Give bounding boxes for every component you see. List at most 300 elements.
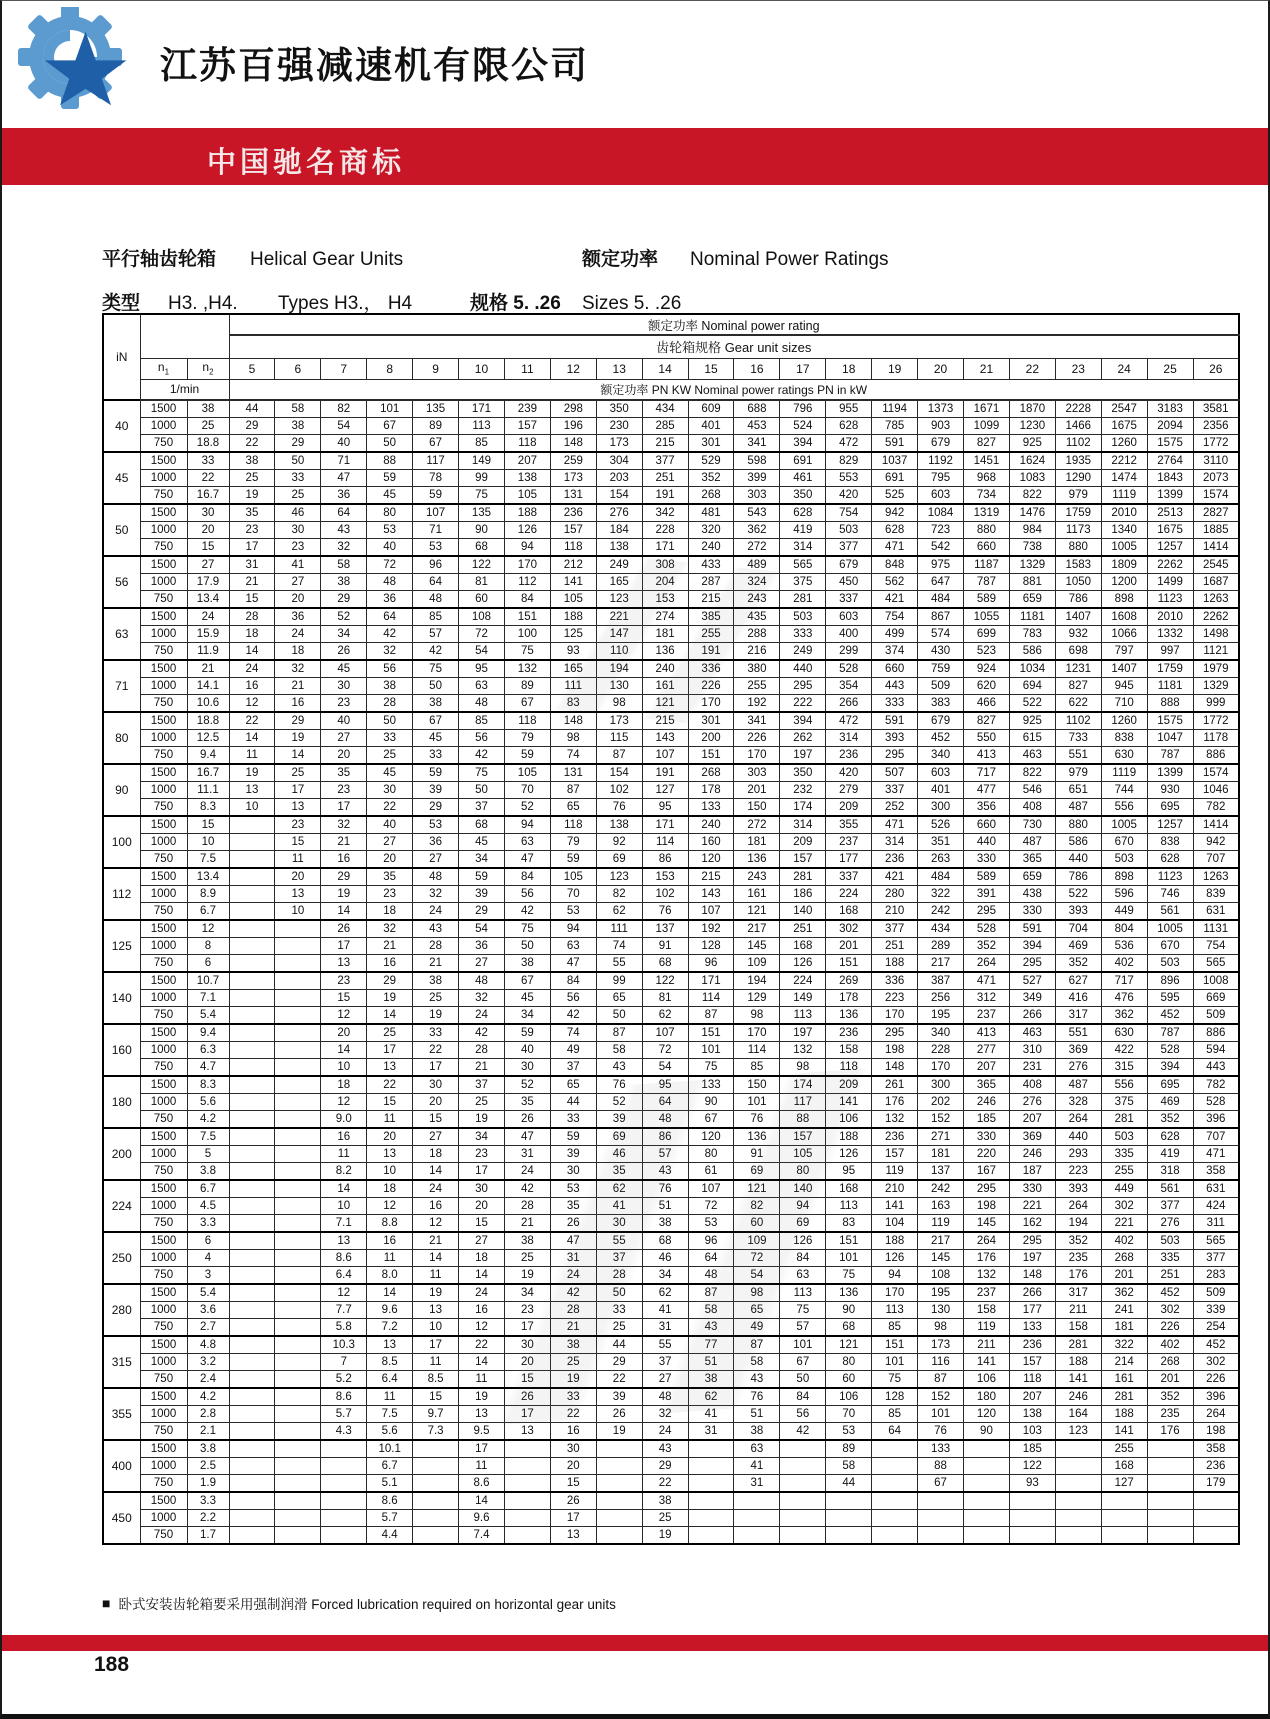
power-rating-cell: 36: [367, 591, 413, 609]
power-rating-cell: 394: [780, 435, 826, 453]
n1-speed-cell: 750: [140, 1527, 187, 1545]
power-rating-cell: 503: [780, 608, 826, 626]
power-rating-cell: 63: [504, 834, 550, 851]
size-column-header: 16: [734, 358, 780, 379]
power-rating-cell: 283: [1193, 1267, 1239, 1285]
power-rating-cell: 551: [1055, 747, 1101, 765]
power-rating-cell: 340: [918, 747, 964, 765]
power-rating-cell: 121: [826, 1336, 872, 1354]
power-rating-cell: 141: [872, 1198, 918, 1215]
power-rating-cell: 67: [504, 972, 550, 990]
power-rating-cell: 157: [1009, 1354, 1055, 1371]
power-rating-cell: 98: [734, 1007, 780, 1025]
n1-speed-cell: 1500: [140, 504, 187, 522]
power-rating-cell: 295: [780, 678, 826, 695]
power-rating-cell: [275, 1371, 321, 1389]
power-rating-cell: 236: [1193, 1458, 1239, 1475]
power-rating-cell: 107: [688, 1180, 734, 1198]
power-rating-cell: 118: [550, 816, 596, 834]
n2-speed-cell: 7.5: [187, 851, 229, 869]
n2-speed-cell: 18.8: [187, 712, 229, 730]
n1-speed-cell: 750: [140, 1475, 187, 1493]
power-rating-cell: 84: [550, 972, 596, 990]
power-rating-cell: 276: [1009, 1094, 1055, 1111]
power-rating-cell: 125: [550, 626, 596, 643]
power-rating-cell: 34: [459, 851, 505, 869]
power-rating-cell: 191: [642, 487, 688, 505]
power-rating-cell: 695: [1147, 1076, 1193, 1094]
power-rating-cell: 54: [642, 1059, 688, 1077]
power-rating-cell: 236: [872, 851, 918, 869]
power-rating-cell: 38: [367, 678, 413, 695]
power-rating-cell: 87: [734, 1336, 780, 1354]
power-rating-cell: 303: [734, 764, 780, 782]
power-rating-cell: 136: [826, 1007, 872, 1025]
power-rating-cell: 354: [826, 678, 872, 695]
power-rating-cell: 266: [1009, 1284, 1055, 1302]
power-rating-cell: 92: [596, 834, 642, 851]
n1-speed-cell: 1000: [140, 1042, 187, 1059]
power-rating-cell: 28: [550, 1302, 596, 1319]
power-rating-cell: 117: [413, 452, 459, 470]
power-rating-cell: 276: [1055, 1059, 1101, 1077]
power-rating-cell: 220: [964, 1146, 1010, 1163]
n1-speed-cell: 750: [140, 539, 187, 557]
power-rating-cell: 17: [229, 539, 275, 557]
power-rating-cell: 509: [918, 678, 964, 695]
power-rating-cell: 1257: [1147, 816, 1193, 834]
power-rating-cell: 195: [918, 1007, 964, 1025]
size-column-header: 17: [780, 358, 826, 379]
table-header-row-units: [103, 379, 1239, 400]
power-rating-cell: 333: [872, 695, 918, 713]
power-rating-cell: 40: [504, 1042, 550, 1059]
power-rating-cell: 377: [826, 539, 872, 557]
power-rating-cell: 688: [734, 400, 780, 418]
power-rating-cell: 82: [596, 886, 642, 903]
power-rating-cell: 651: [1055, 782, 1101, 799]
power-rating-cell: 243: [734, 591, 780, 609]
table-row: [103, 730, 1239, 747]
power-rating-cell: 358: [1193, 1440, 1239, 1458]
power-rating-cell: 553: [826, 470, 872, 487]
power-rating-cell: 148: [872, 1059, 918, 1077]
power-rating-cell: 694: [1009, 678, 1055, 695]
power-rating-cell: 127: [642, 782, 688, 799]
power-rating-cell: 472: [826, 712, 872, 730]
power-rating-cell: 955: [826, 400, 872, 418]
power-rating-cell: 35: [321, 764, 367, 782]
power-rating-cell: [275, 1458, 321, 1475]
power-rating-cell: 67: [367, 418, 413, 435]
power-rating-cell: 157: [780, 851, 826, 869]
power-rating-cell: 385: [688, 608, 734, 626]
power-rating-cell: 240: [642, 660, 688, 678]
table-row: [103, 712, 1239, 730]
power-rating-cell: 70: [826, 1406, 872, 1423]
power-rating-cell: 27: [459, 1232, 505, 1250]
power-rating-cell: 394: [1009, 938, 1055, 955]
power-rating-cell: 746: [1147, 886, 1193, 903]
power-rating-cell: 289: [918, 938, 964, 955]
power-rating-cell: 1260: [1101, 712, 1147, 730]
power-rating-cell: 7: [321, 1354, 367, 1371]
power-rating-cell: 95: [642, 799, 688, 817]
power-rating-cell: 14: [367, 1284, 413, 1302]
power-rating-cell: 647: [918, 574, 964, 591]
power-rating-cell: 32: [321, 539, 367, 557]
power-rating-cell: 119: [964, 1319, 1010, 1337]
n1-speed-cell: 750: [140, 487, 187, 505]
power-rating-cell: 54: [459, 920, 505, 938]
power-rating-cell: 198: [964, 1198, 1010, 1215]
n2-speed-cell: 16.7: [187, 487, 229, 505]
power-rating-cell: 25: [596, 1319, 642, 1337]
power-rating-cell: [229, 1146, 275, 1163]
n1-speed-cell: 750: [140, 435, 187, 453]
power-rating-cell: 68: [459, 816, 505, 834]
power-rating-cell: 52: [321, 608, 367, 626]
ratio-value-cell: 90: [103, 764, 140, 816]
power-rating-cell: 11: [275, 851, 321, 869]
power-rating-cell: 132: [780, 1042, 826, 1059]
power-rating-cell: 30: [504, 1059, 550, 1077]
power-rating-cell: 25: [413, 990, 459, 1007]
power-rating-cell: 179: [1193, 1475, 1239, 1493]
n2-speed-cell: 8.9: [187, 886, 229, 903]
power-rating-cell: 419: [1147, 1146, 1193, 1163]
power-rating-cell: 41: [275, 556, 321, 574]
power-rating-cell: 107: [642, 747, 688, 765]
power-rating-cell: 242: [918, 1180, 964, 1198]
power-rating-cell: 12: [459, 1319, 505, 1337]
power-rating-cell: 98: [918, 1319, 964, 1337]
power-rating-cell: 176: [1147, 1423, 1193, 1441]
power-rating-cell: 11: [367, 1250, 413, 1267]
power-rating-cell: 84: [780, 1388, 826, 1406]
table-row: [103, 1475, 1239, 1493]
power-rating-cell: 528: [964, 920, 1010, 938]
n1-column-header: $n_1$: [140, 358, 187, 379]
power-rating-cell: 942: [872, 504, 918, 522]
power-rating-cell: 75: [504, 643, 550, 661]
power-rating-cell: 16: [229, 678, 275, 695]
ratio-value-cell: 50: [103, 504, 140, 556]
ratio-value-cell: 56: [103, 556, 140, 608]
power-rating-cell: 1498: [1193, 626, 1239, 643]
power-rating-cell: 151: [688, 1024, 734, 1042]
power-rating-cell: 30: [596, 1215, 642, 1233]
power-rating-cell: 87: [550, 782, 596, 799]
power-rating-cell: 435: [734, 608, 780, 626]
power-rating-cell: [964, 1492, 1010, 1510]
power-rating-cell: [596, 1440, 642, 1458]
power-rating-cell: 29: [642, 1458, 688, 1475]
table-row: [103, 1024, 1239, 1042]
power-rating-cell: [1055, 1440, 1101, 1458]
power-rating-cell: 64: [872, 1423, 918, 1441]
power-rating-cell: 401: [918, 782, 964, 799]
power-rating-cell: 738: [1009, 539, 1055, 557]
power-rating-cell: 35: [596, 1163, 642, 1181]
table-row: [103, 1354, 1239, 1371]
power-rating-cell: 19: [596, 1423, 642, 1441]
n2-speed-cell: 13.4: [187, 591, 229, 609]
n2-speed-cell: 1.9: [187, 1475, 229, 1493]
power-rating-cell: 17: [367, 1042, 413, 1059]
power-rating-cell: 1687: [1193, 574, 1239, 591]
power-rating-cell: 609: [688, 400, 734, 418]
power-rating-cell: 1263: [1193, 591, 1239, 609]
power-rating-cell: 1290: [1055, 470, 1101, 487]
power-rating-cell: 29: [275, 712, 321, 730]
power-rating-cell: 53: [688, 1215, 734, 1233]
power-rating-cell: 691: [872, 470, 918, 487]
power-rating-cell: 68: [642, 1232, 688, 1250]
power-rating-cell: 251: [780, 920, 826, 938]
title-cn-helical: 平行轴齿轮箱: [102, 249, 217, 270]
power-rating-cell: 628: [1147, 1128, 1193, 1146]
table-row: [103, 972, 1239, 990]
power-rating-cell: 160: [688, 834, 734, 851]
power-rating-cell: 72: [642, 1042, 688, 1059]
power-rating-cell: 135: [413, 400, 459, 418]
power-rating-cell: 237: [964, 1284, 1010, 1302]
power-rating-cell: 101: [780, 1336, 826, 1354]
power-rating-cell: 226: [1193, 1371, 1239, 1389]
power-rating-cell: 114: [642, 834, 688, 851]
power-rating-cell: 925: [1009, 712, 1055, 730]
power-rating-cell: 5.7: [367, 1510, 413, 1527]
power-rating-cell: 591: [1009, 920, 1055, 938]
n2-speed-cell: 3: [187, 1267, 229, 1285]
power-rating-cell: 7.7: [321, 1302, 367, 1319]
power-rating-cell: 387: [918, 972, 964, 990]
power-rating-cell: [734, 1527, 780, 1545]
n2-speed-cell: 15.9: [187, 626, 229, 643]
power-rating-cell: 236: [550, 504, 596, 522]
power-rating-cell: 546: [1009, 782, 1055, 799]
power-rating-cell: 314: [780, 539, 826, 557]
power-rating-cell: 38: [413, 972, 459, 990]
power-rating-cell: [964, 1440, 1010, 1458]
power-rating-cell: 1055: [964, 608, 1010, 626]
n1-speed-cell: 750: [140, 747, 187, 765]
n2-speed-cell: 22: [187, 470, 229, 487]
power-rating-cell: 237: [826, 834, 872, 851]
n1-speed-cell: 1500: [140, 660, 187, 678]
power-rating-cell: 47: [550, 955, 596, 973]
power-rating-cell: 122: [642, 972, 688, 990]
power-rating-cell: 754: [826, 504, 872, 522]
power-rating-cell: 335: [1101, 1146, 1147, 1163]
power-rating-cell: 34: [504, 1007, 550, 1025]
power-rating-cell: 14: [229, 730, 275, 747]
power-rating-cell: 113: [780, 1007, 826, 1025]
power-rating-cell: 108: [918, 1267, 964, 1285]
power-rating-cell: 87: [596, 1024, 642, 1042]
power-rating-cell: 136: [826, 1284, 872, 1302]
power-rating-cell: 263: [918, 851, 964, 869]
ratio-value-cell: 80: [103, 712, 140, 764]
power-rating-cell: 20: [367, 851, 413, 869]
power-rating-cell: 542: [918, 539, 964, 557]
power-rating-cell: 19: [321, 886, 367, 903]
power-rating-cell: 20: [275, 591, 321, 609]
n1-speed-cell: 1000: [140, 1250, 187, 1267]
table-row: [103, 1458, 1239, 1475]
power-rating-cell: 1575: [1147, 712, 1193, 730]
power-rating-cell: 88: [918, 1458, 964, 1475]
power-rating-cell: 22: [367, 799, 413, 817]
power-rating-cell: 29: [413, 799, 459, 817]
n2-column-header: $n_2$: [187, 358, 229, 379]
power-rating-cell: 314: [826, 730, 872, 747]
power-rating-cell: 476: [1101, 990, 1147, 1007]
power-rating-cell: 6.4: [321, 1267, 367, 1285]
power-rating-cell: 11: [459, 1458, 505, 1475]
power-rating-cell: 430: [918, 643, 964, 661]
power-rating-cell: 20: [459, 1198, 505, 1215]
power-rating-cell: 107: [642, 1024, 688, 1042]
power-rating-cell: 174: [780, 1076, 826, 1094]
power-rating-cell: 350: [596, 400, 642, 418]
power-rating-cell: 25: [367, 747, 413, 765]
power-rating-cell: 20: [275, 868, 321, 886]
power-rating-cell: [275, 1423, 321, 1441]
power-rating-cell: 356: [964, 799, 1010, 817]
power-rating-cell: 45: [367, 487, 413, 505]
power-rating-cell: 2073: [1193, 470, 1239, 487]
power-rating-cell: 84: [780, 1250, 826, 1267]
power-rating-cell: 255: [1101, 1440, 1147, 1458]
power-rating-cell: 123: [596, 868, 642, 886]
power-rating-cell: 295: [1009, 1232, 1055, 1250]
power-rating-cell: 217: [918, 955, 964, 973]
power-rating-cell: 1005: [1101, 539, 1147, 557]
power-rating-cell: [229, 1284, 275, 1302]
table-row: [103, 1388, 1239, 1406]
power-rating-cell: 7.1: [321, 1215, 367, 1233]
sizes-label-en: Sizes 5. .26: [582, 293, 682, 314]
power-rating-cell: 1123: [1147, 868, 1193, 886]
power-rating-cell: 62: [642, 1007, 688, 1025]
power-rating-cell: 26: [321, 643, 367, 661]
power-rating-cell: 1119: [1101, 487, 1147, 505]
table-row: [103, 1163, 1239, 1181]
power-rating-cell: 561: [1147, 1180, 1193, 1198]
power-rating-cell: 46: [275, 504, 321, 522]
power-rating-cell: 53: [826, 1423, 872, 1441]
power-rating-cell: 352: [1055, 1232, 1101, 1250]
power-rating-cell: 21: [275, 678, 321, 695]
power-rating-cell: 5.6: [367, 1423, 413, 1441]
power-rating-cell: 461: [780, 470, 826, 487]
power-rating-cell: 242: [918, 903, 964, 921]
n2-speed-cell: 4.2: [187, 1111, 229, 1129]
power-rating-cell: [275, 1302, 321, 1319]
power-rating-cell: 56: [367, 660, 413, 678]
power-rating-cell: 137: [642, 920, 688, 938]
power-rating-cell: 103: [1009, 1423, 1055, 1441]
power-rating-cell: 177: [826, 851, 872, 869]
power-rating-cell: 848: [872, 556, 918, 574]
power-rating-cell: 827: [964, 712, 1010, 730]
power-rating-cell: 352: [1147, 1388, 1193, 1406]
power-rating-cell: 11: [413, 1354, 459, 1371]
power-rating-cell: 20: [550, 1458, 596, 1475]
n2-speed-cell: 4.7: [187, 1059, 229, 1077]
power-rating-cell: 10: [367, 1163, 413, 1181]
power-rating-cell: [504, 1475, 550, 1493]
n1-speed-cell: 1000: [140, 886, 187, 903]
power-rating-cell: 171: [459, 400, 505, 418]
power-rating-cell: 1008: [1193, 972, 1239, 990]
n1-speed-cell: 1000: [140, 1406, 187, 1423]
power-rating-cell: 67: [918, 1475, 964, 1493]
power-rating-cell: 783: [1009, 626, 1055, 643]
power-rating-cell: 328: [1055, 1094, 1101, 1111]
power-rating-cell: 264: [1055, 1198, 1101, 1215]
power-rating-cell: 304: [596, 452, 642, 470]
power-rating-cell: 75: [688, 1059, 734, 1077]
power-rating-cell: 18: [229, 626, 275, 643]
power-rating-cell: 394: [1147, 1059, 1193, 1077]
power-rating-cell: [275, 1250, 321, 1267]
power-rating-cell: 259: [550, 452, 596, 470]
table-row: [103, 1042, 1239, 1059]
power-rating-cell: 197: [780, 1024, 826, 1042]
power-rating-cell: 8.5: [413, 1371, 459, 1389]
power-rating-cell: 477: [964, 782, 1010, 799]
power-rating-cell: 80: [780, 1163, 826, 1181]
power-rating-cell: 32: [413, 886, 459, 903]
power-rating-cell: [780, 1527, 826, 1545]
power-rating-cell: 1399: [1147, 764, 1193, 782]
power-rating-cell: 15: [504, 1371, 550, 1389]
type-label-en: Types H3.， H4: [278, 293, 413, 314]
power-rating-cell: 119: [918, 1215, 964, 1233]
n2-speed-cell: 1.7: [187, 1527, 229, 1545]
power-rating-cell: 320: [688, 522, 734, 539]
power-rating-cell: 463: [1009, 1024, 1055, 1042]
power-rating-cell: 5.1: [367, 1475, 413, 1493]
power-rating-cell: [275, 1094, 321, 1111]
power-rating-cell: 16: [321, 851, 367, 869]
power-rating-cell: 119: [872, 1163, 918, 1181]
power-rating-cell: 75: [459, 764, 505, 782]
power-rating-cell: 118: [826, 1059, 872, 1077]
power-rating-cell: 997: [1147, 643, 1193, 661]
power-rating-cell: 734: [964, 487, 1010, 505]
power-rating-cell: 1414: [1193, 539, 1239, 557]
power-rating-cell: 90: [688, 1094, 734, 1111]
power-rating-cell: 45: [367, 764, 413, 782]
power-rating-cell: 82: [321, 400, 367, 418]
power-rating-cell: 67: [780, 1354, 826, 1371]
power-rating-cell: 1671: [964, 400, 1010, 418]
power-rating-cell: 5.8: [321, 1319, 367, 1337]
power-rating-cell: 58: [596, 1042, 642, 1059]
power-rating-cell: 443: [1193, 1059, 1239, 1077]
n1-speed-cell: 1000: [140, 1510, 187, 1527]
power-rating-cell: 322: [918, 886, 964, 903]
power-rating-cell: 1759: [1147, 660, 1193, 678]
power-rating-cell: 162: [1009, 1215, 1055, 1233]
power-rating-cell: [872, 1458, 918, 1475]
power-rating-cell: 362: [1101, 1007, 1147, 1025]
power-rating-cell: 660: [964, 816, 1010, 834]
